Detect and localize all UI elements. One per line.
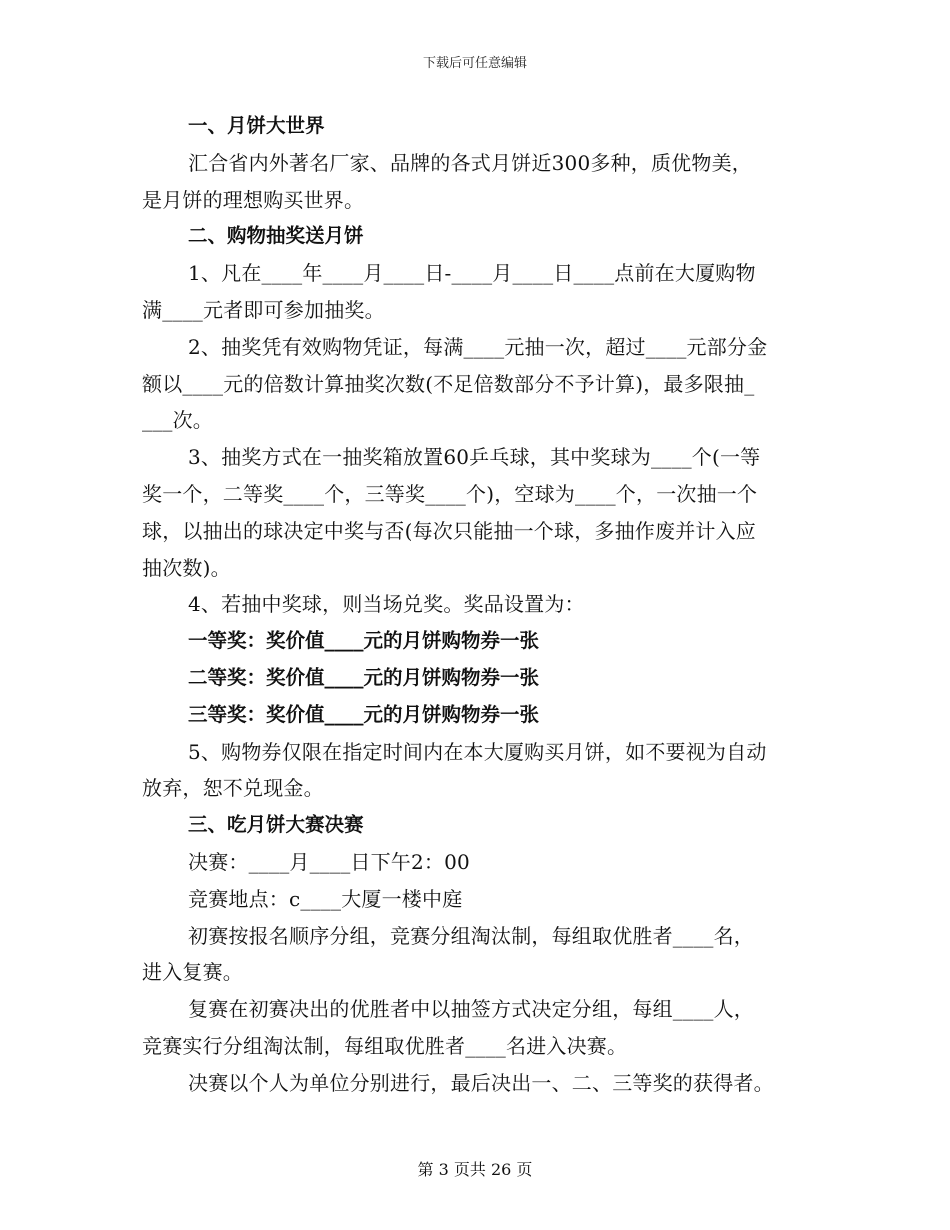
section-heading: 一、月饼大世界 <box>188 114 325 137</box>
document-body <box>142 108 810 1102</box>
text-line: 奖一个，二等奖____个，三等奖____个)，空球为____个，一次抽一个 <box>142 481 758 506</box>
text-line: ___次。 <box>142 408 213 433</box>
section-heading: 二等奖：奖价值____元的月饼购物券一张 <box>188 665 540 689</box>
text-line: 满____元者即可参加抽奖。 <box>142 297 385 322</box>
text-line: 决赛以个人为单位分别进行，最后决出一、二、三等奖的获得者。 <box>188 1070 774 1095</box>
text-line: 放弃，恕不兑现金。 <box>142 776 324 801</box>
section-heading: 三、吃月饼大赛决赛 <box>188 813 364 837</box>
section-heading: 二、购物抽奖送月饼 <box>188 224 364 248</box>
text-line: 初赛按报名顺序分组，竞赛分组淘汰制，每组取优胜者____名， <box>188 923 754 948</box>
text-line: 竞赛实行分组淘汰制，每组取优胜者____名进入决赛。 <box>142 1033 628 1058</box>
text-line: 决赛：____月____日下午2：00 <box>188 849 470 874</box>
text-line: 进入复赛。 <box>142 960 243 985</box>
text-line: 1、凡在____年____月____日-____月____日____点前在大厦购物 <box>188 261 756 286</box>
section-heading: 一等奖：奖价值____元的月饼购物券一张 <box>188 629 540 653</box>
text-line: 3、抽奖方式在一抽奖箱放置60乒乓球，其中奖球为____个(一等 <box>188 445 761 470</box>
text-line: 复赛在初赛决出的优胜者中以抽签方式决定分组，每组____人， <box>188 997 754 1022</box>
text-line: 2、抽奖凭有效购物凭证，每满____元抽一次，超过____元部分金 <box>188 334 768 359</box>
page-header: 下载后可任意编辑 <box>422 56 527 71</box>
text-line: 汇合省内外著名厂家、品牌的各式月饼近300多种，质优物美， <box>188 150 752 175</box>
page-footer: 第 3 页共 26 页 <box>417 1160 533 1179</box>
section-heading: 三等奖：奖价值____元的月饼购物券一张 <box>188 702 540 726</box>
text-line: 4、若抽中奖球，则当场兑奖。奖品设置为： <box>188 592 585 617</box>
text-line: 额以____元的倍数计算抽奖次数(不足倍数部分不予计算)，最多限抽_ <box>142 371 755 396</box>
text-line: 抽次数)。 <box>142 555 231 580</box>
text-line: 竞赛地点：c____大厦一楼中庭 <box>188 886 463 911</box>
text-line: 是月饼的理想购买世界。 <box>142 187 365 212</box>
text-line: 5、购物券仅限在指定时间内在本大厦购买月饼，如不要视为自动 <box>188 739 767 764</box>
text-line: 球，以抽出的球决定中奖与否(每次只能抽一个球，多抽作废并计入应 <box>142 518 757 543</box>
